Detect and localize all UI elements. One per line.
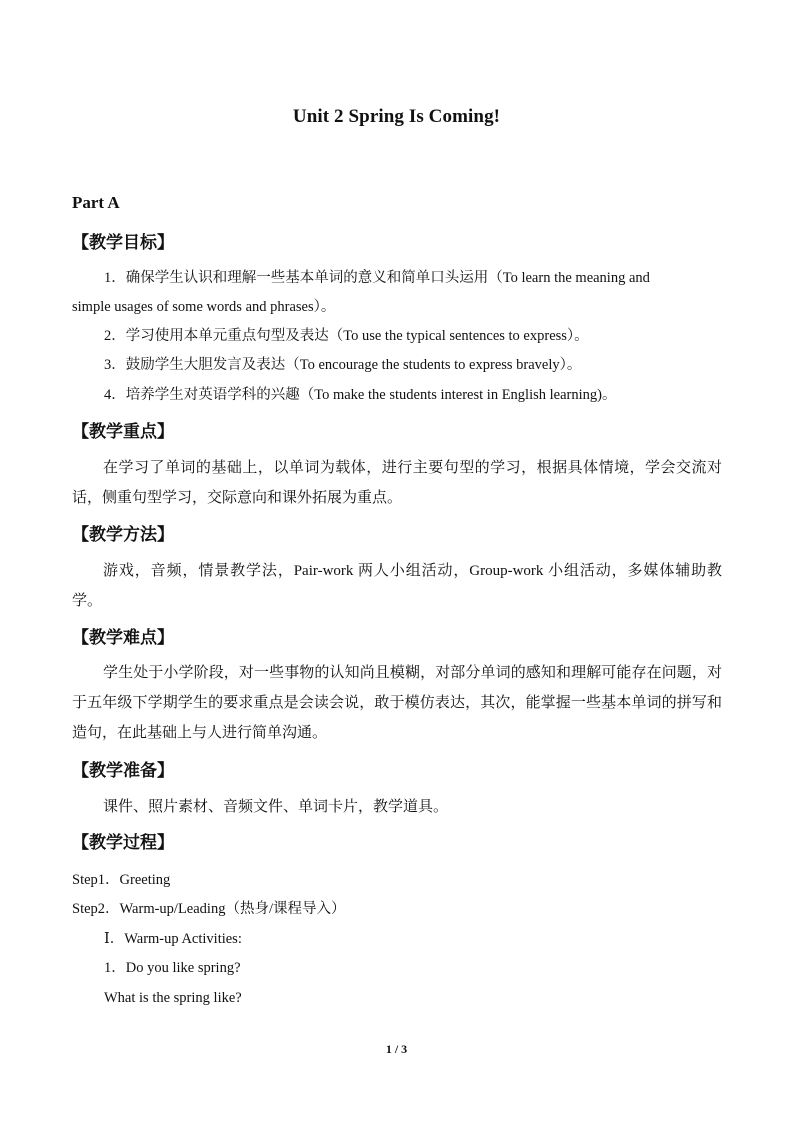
page-number: 1 / 3: [385, 1042, 408, 1056]
preparation-paragraph: 课件、照片素材、音频文件、单词卡片，教学道具。: [103, 799, 449, 815]
section-heading-process: 【教学过程】: [72, 833, 174, 853]
section-heading-difficulties: 【教学难点】: [72, 628, 174, 648]
methods-paragraph: 游戏，音频，情景教学法，Pair-work 两人小组活动，Group-work 小组活动，多媒体辅助教学。: [72, 563, 722, 609]
process-step-2: Step2．Warm-up/Leading（热身/课程导入）: [72, 901, 346, 917]
process-step-1: Step1．Greeting: [72, 872, 171, 888]
section-heading-methods: 【教学方法】: [72, 525, 174, 545]
section-heading-key-points: 【教学重点】: [72, 422, 174, 442]
objective-item-3: 3．鼓励学生大胆发言及表达（To encourage the students to express bravely）。: [104, 357, 582, 373]
part-label: Part A: [72, 193, 120, 212]
process-question-1: 1．Do you like spring?: [104, 960, 241, 976]
difficulties-paragraph: 学生处于小学阶段，对一些事物的认知尚且模糊，对部分单词的感知和理解可能存在问题，对于五年级下学期学生的要求重点是会读会说，敢于模仿表达，其次，能掌握一些基本单词的拼写和造句，在此基础上与人进行简单沟通。: [72, 665, 722, 741]
objective-item-2: 2．学习使用本单元重点句型及表达（To use the typical sentences to express）。: [104, 328, 589, 344]
section-heading-preparation: 【教学准备】: [72, 761, 174, 781]
objective-item-1: 1．确保学生认识和理解一些基本单词的意义和简单口头运用（To learn the meaning and: [104, 270, 650, 286]
key-points-paragraph: 在学习了单词的基础上，以单词为载体，进行主要句型的学习，根据具体情境，学会交流对话，侧重句型学习，交际意向和课外拓展为重点。: [72, 460, 722, 506]
process-question-2: What is the spring like?: [104, 990, 242, 1006]
objective-item-1-cont: simple usages of some words and phrases）。: [72, 299, 336, 315]
section-heading-objectives: 【教学目标】: [72, 233, 174, 253]
objective-item-4: 4．培养学生对英语学科的兴趣（To make the students interest in English learning)。: [104, 387, 617, 403]
document-title: Unit 2 Spring Is Coming!: [292, 106, 501, 127]
process-subheading: Ⅰ．Warm-up Activities:: [104, 931, 242, 947]
